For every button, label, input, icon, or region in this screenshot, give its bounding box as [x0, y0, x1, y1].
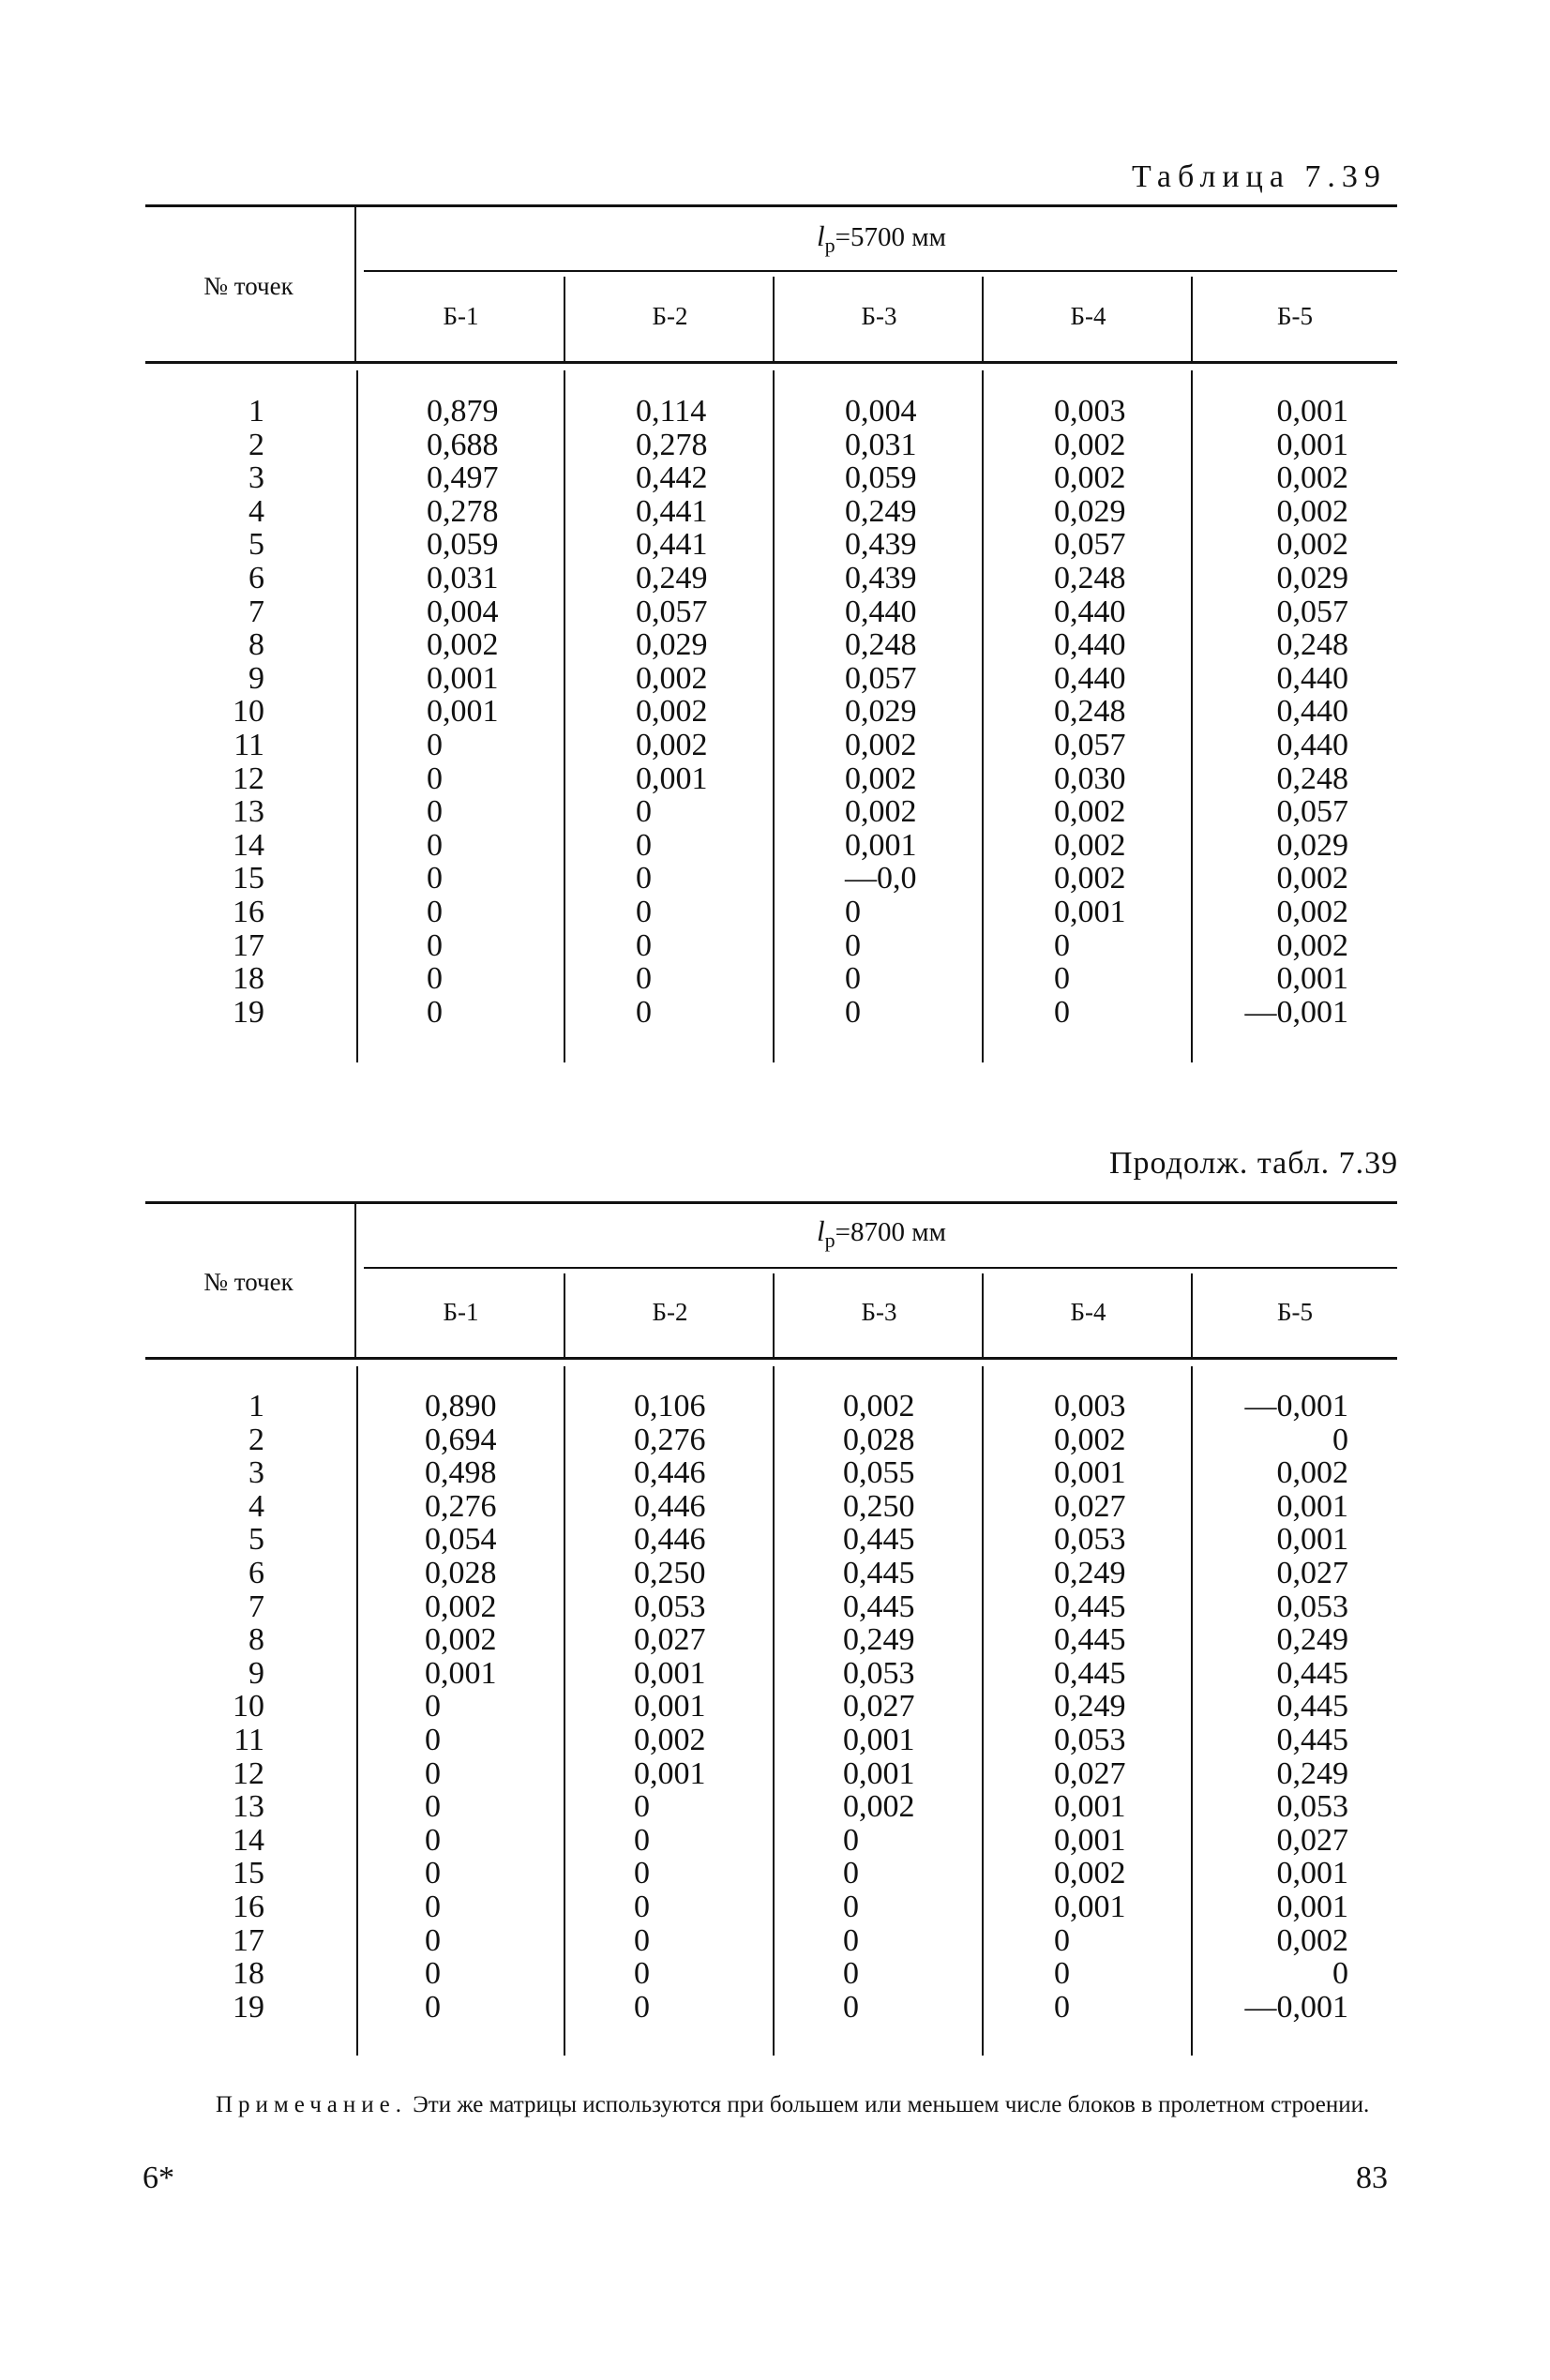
value-column-b3 [845, 395, 917, 1029]
table-cell: 0 [427, 894, 443, 929]
table-cell: 0,002 [1276, 927, 1348, 963]
value-column-b1 [427, 395, 499, 1029]
table-cell: —0,0 [845, 861, 917, 896]
table-cell: 0,248 [845, 627, 917, 663]
table-cell: 0 [636, 927, 652, 963]
table-cell: 0,002 [845, 761, 917, 796]
table-cell: 0,002 [636, 694, 708, 730]
note-text: Эти же матрицы используются при большем или меньшем числе блоков в пролетном строении. [407, 2092, 1370, 2117]
table-cell: 0,249 [1054, 1555, 1126, 1590]
body-divider [356, 370, 358, 1062]
table-cell: 0,002 [1054, 460, 1126, 496]
table-cell: 19 [233, 1989, 264, 2025]
table-cell: 0,688 [427, 427, 499, 462]
table-cell: 0,002 [1276, 460, 1348, 496]
body-divider [773, 370, 775, 1062]
table-cell: 0,027 [1276, 1822, 1348, 1858]
table-cell: 0 [843, 1822, 859, 1858]
table-cell: 0,442 [636, 460, 708, 496]
table-cell: 0,059 [845, 460, 917, 496]
table-cell: 0 [425, 1822, 441, 1858]
table-cell: 0 [636, 861, 652, 896]
table-cell: 0,001 [636, 761, 708, 796]
value-column-b3 [843, 1390, 915, 2024]
table-cell: 5 [248, 527, 264, 563]
page-number: 83 [1356, 2161, 1388, 2195]
table-caption: Продолж. табл. 7.39 [1109, 1146, 1399, 1181]
table-cell: 0,029 [845, 694, 917, 730]
span-header-var: l [817, 219, 825, 252]
table-cell: 0,440 [845, 594, 917, 629]
span-header [366, 219, 1397, 258]
table-cell: 0,057 [1276, 794, 1348, 830]
table-cell: 0,276 [634, 1422, 706, 1457]
table-cell: 0,057 [845, 660, 917, 696]
table-cell: 8 [248, 627, 264, 663]
table-cell: 0,440 [1276, 694, 1348, 730]
table-cell: 0 [427, 761, 443, 796]
span-header-rest: =8700 мм [835, 1217, 946, 1247]
table-cell: 0,440 [1054, 627, 1126, 663]
table-cell: 0,001 [1276, 1889, 1348, 1924]
table-cell: 11 [233, 727, 264, 762]
table-cell: 0,439 [845, 560, 917, 595]
signature-mark: 6* [143, 2161, 174, 2195]
header-rule [145, 1357, 1397, 1360]
table-cell: 0,002 [1276, 1455, 1348, 1491]
table-caption: Таблица 7.39 [1132, 159, 1387, 194]
table-cell: 0,440 [1054, 594, 1126, 629]
table-cell: 17 [233, 927, 264, 963]
table-cell: 0,059 [427, 527, 499, 563]
table-cell: 0 [425, 1856, 441, 1891]
table-cell: 0 [425, 1789, 441, 1825]
table-cell: 0,879 [427, 394, 499, 429]
table-cell: 0,028 [425, 1555, 497, 1590]
table-cell: 0 [843, 1989, 859, 2025]
table-cell: 0,002 [425, 1589, 497, 1624]
table-cell: 0 [634, 1889, 650, 1924]
table-cell: 0,278 [427, 493, 499, 529]
table-cell: 0 [427, 927, 443, 963]
table-cell: 0,003 [1054, 1389, 1126, 1423]
table-cell: 0 [636, 994, 652, 1030]
table-cell: 0,053 [1276, 1789, 1348, 1825]
table-cell: 0 [843, 1956, 859, 1992]
table-cell: 0,002 [1054, 427, 1126, 462]
span-header [366, 1214, 1397, 1253]
table-cell: 14 [233, 1822, 264, 1858]
table-cell: 13 [233, 794, 264, 830]
table-cell: 0,249 [1276, 1622, 1348, 1658]
table-cell: 7 [248, 594, 264, 629]
body-divider [982, 1366, 984, 2056]
table-cell: 0,445 [1276, 1689, 1348, 1725]
table-cell: 0,031 [845, 427, 917, 462]
table-cell: 0,445 [1054, 1589, 1126, 1624]
table-cell: 0,057 [1054, 727, 1126, 762]
table-cell: 0,055 [843, 1455, 915, 1491]
table-cell: 0,001 [845, 827, 917, 863]
table-cell: 0,001 [1054, 894, 1126, 929]
header-divider [354, 1201, 356, 1357]
span-header-sub: р [824, 233, 835, 257]
table-cell: 0,248 [1054, 560, 1126, 595]
table-cell: 0,276 [425, 1488, 497, 1524]
table-cell: 17 [233, 1922, 264, 1958]
column-header: Б-4 [1070, 302, 1106, 330]
points-column [188, 395, 264, 1029]
table-cell: 0 [634, 1856, 650, 1891]
column-header: Б-3 [861, 302, 897, 330]
table-cell: 0,445 [1054, 1655, 1126, 1691]
table-cell: 0,249 [1054, 1689, 1126, 1725]
table-cell: 0 [1054, 927, 1070, 963]
column-header: Б-2 [652, 1298, 688, 1326]
table-cell: 2 [248, 1422, 264, 1457]
table-cell: 0,446 [634, 1455, 706, 1491]
note-label: Примечание. [216, 2092, 408, 2117]
table-cell: 0,002 [1276, 1922, 1348, 1958]
table-cell: 0,248 [1276, 627, 1348, 663]
column-header: Б-1 [443, 302, 479, 330]
table-cell: 0,027 [634, 1622, 706, 1658]
value-column-b2 [634, 1390, 706, 2024]
table-cell: 0,001 [634, 1689, 706, 1725]
span-rule [364, 270, 1397, 272]
table-cell: 0,029 [1276, 560, 1348, 595]
table-cell: 6 [248, 560, 264, 595]
table-cell: 0 [843, 1922, 859, 1958]
table-cell: 0,028 [843, 1422, 915, 1457]
value-column-b5 [1208, 1390, 1348, 2024]
table-cell: 0,053 [1054, 1722, 1126, 1757]
table-cell: 0 [845, 994, 861, 1030]
value-column-b2 [636, 395, 708, 1029]
table-cell: 0,053 [1054, 1522, 1126, 1558]
table-cell: 0 [845, 961, 861, 997]
table-cell: 0,001 [1276, 394, 1348, 429]
table-cell: 0,445 [843, 1589, 915, 1624]
table-cell: 0,053 [634, 1589, 706, 1624]
table-cell: 0,002 [1054, 1422, 1126, 1457]
table-cell: 0,445 [1276, 1655, 1348, 1691]
corner-header: № точек [203, 1268, 293, 1296]
span-header-var: l [817, 1214, 825, 1247]
table-cell: 0,440 [1054, 660, 1126, 696]
table-cell: 9 [248, 1655, 264, 1691]
table-cell: 12 [233, 1755, 264, 1791]
table-cell: 9 [248, 660, 264, 696]
body-divider [564, 370, 565, 1062]
table-cell: 0 [427, 727, 443, 762]
table-cell: 0 [425, 1722, 441, 1757]
table-cell: 19 [233, 994, 264, 1030]
table-cell: 0,249 [845, 493, 917, 529]
table-cell: 0 [634, 1922, 650, 1958]
table-cell: 0,029 [1276, 827, 1348, 863]
table-cell: 0,031 [427, 560, 499, 595]
table-cell: 0,441 [636, 493, 708, 529]
table-cell: 0,002 [1276, 493, 1348, 529]
table-cell: 0 [634, 1989, 650, 2025]
table-cell: 0,445 [1054, 1622, 1126, 1658]
body-divider [356, 1366, 358, 2056]
table-cell: 0,054 [425, 1522, 497, 1558]
table-cell: 0,027 [1054, 1755, 1126, 1791]
table-cell: 0,053 [843, 1655, 915, 1691]
table-cell: 1 [248, 394, 264, 429]
table-cell: 0,446 [634, 1488, 706, 1524]
table-cell: 0 [427, 961, 443, 997]
table-cell: 0,002 [1054, 1856, 1126, 1891]
table-cell: 18 [233, 1956, 264, 1992]
table-cell: 0,001 [1276, 961, 1348, 997]
table-cell: 0 [634, 1822, 650, 1858]
table-cell: 0,002 [1276, 527, 1348, 563]
body-divider [773, 1366, 775, 2056]
table-cell: 10 [233, 694, 264, 730]
span-header-sub: р [824, 1228, 835, 1252]
table-cell: —0,001 [1244, 1989, 1348, 2025]
table-cell: 0,445 [843, 1555, 915, 1590]
table-cell: 0,890 [425, 1389, 497, 1423]
table-cell: 3 [248, 460, 264, 496]
table-cell: 0,002 [1054, 794, 1126, 830]
table-cell: 0,001 [1054, 1455, 1126, 1491]
table-cell: 0,002 [1054, 861, 1126, 896]
points-column [188, 1390, 264, 2024]
table-cell: 0 [427, 794, 443, 830]
body-divider [564, 1366, 565, 2056]
table-cell: 0 [1332, 1956, 1348, 1992]
span-rule [364, 1267, 1397, 1269]
table-cell: 0,278 [636, 427, 708, 462]
table-cell: 0 [636, 961, 652, 997]
table-cell: 0,441 [636, 527, 708, 563]
table-cell: 0,027 [1054, 1488, 1126, 1524]
table-cell: 0,029 [1054, 493, 1126, 529]
table-cell: 0,053 [1276, 1589, 1348, 1624]
table-cell: 0,029 [636, 627, 708, 663]
table-cell: 0,497 [427, 460, 499, 496]
table-cell: 18 [233, 961, 264, 997]
table-cell: 0,249 [1276, 1755, 1348, 1791]
table-cell: 0,001 [427, 660, 499, 696]
table-cell: 0,114 [636, 394, 707, 429]
table-cell: 0 [1054, 1989, 1070, 2025]
table-cell: 15 [233, 1856, 264, 1891]
table-cell: 4 [248, 493, 264, 529]
table-cell: 0,001 [1054, 1822, 1126, 1858]
table-cell: 0,248 [1276, 761, 1348, 796]
table-cell: 0,001 [427, 694, 499, 730]
table-cell: 0 [843, 1889, 859, 1924]
column-header: Б-3 [861, 1298, 897, 1326]
table-cell: 0,002 [843, 1389, 915, 1423]
table-cell: —0,001 [1244, 1389, 1348, 1423]
top-rule [145, 1201, 1397, 1204]
table-cell: —0,001 [1244, 994, 1348, 1030]
corner-header: № точек [203, 272, 293, 300]
table-cell: 0 [843, 1856, 859, 1891]
column-header: Б-5 [1277, 302, 1313, 330]
body-divider [1191, 1366, 1193, 2056]
table-cell: 0 [636, 794, 652, 830]
table-cell: 0,001 [1276, 1856, 1348, 1891]
table-cell: 10 [233, 1689, 264, 1725]
table-cell: 0,001 [1054, 1789, 1126, 1825]
column-header: Б-2 [652, 302, 688, 330]
table-cell: 12 [233, 761, 264, 796]
table-cell: 0,001 [843, 1722, 915, 1757]
table-cell: 0,694 [425, 1422, 497, 1457]
table-cell: 0,002 [845, 727, 917, 762]
column-header: Б-1 [443, 1298, 479, 1326]
value-column-b4 [1054, 395, 1126, 1029]
table-cell: 0,002 [427, 627, 499, 663]
table-cell: 0 [1332, 1422, 1348, 1457]
table-cell: 0,001 [1276, 1522, 1348, 1558]
table-cell: 0,001 [1276, 1488, 1348, 1524]
table-cell: 1 [248, 1389, 264, 1423]
table-cell: 0,002 [1054, 827, 1126, 863]
table-cell: 0,003 [1054, 394, 1126, 429]
table-cell: 13 [233, 1789, 264, 1825]
table-cell: 0,004 [845, 394, 917, 429]
span-header-rest: =5700 мм [835, 222, 946, 252]
table-cell: 0,250 [634, 1555, 706, 1590]
table-cell: 0,249 [636, 560, 708, 595]
table-cell: 0,027 [1276, 1555, 1348, 1590]
table-cell: 0,440 [1276, 660, 1348, 696]
table-cell: 0,446 [634, 1522, 706, 1558]
table-cell: 0,001 [634, 1655, 706, 1691]
table-cell: 5 [248, 1522, 264, 1558]
table-cell: 0,002 [634, 1722, 706, 1757]
table-cell: 0,250 [843, 1488, 915, 1524]
table-cell: 0 [634, 1789, 650, 1825]
column-header: Б-4 [1070, 1298, 1106, 1326]
table-cell: 0,057 [1054, 527, 1126, 563]
body-divider [1191, 370, 1193, 1062]
table-cell: 0,249 [843, 1622, 915, 1658]
table-note [216, 2090, 1399, 2119]
value-column-b5 [1208, 395, 1348, 1029]
table-cell: 14 [233, 827, 264, 863]
value-column-b1 [425, 1390, 497, 2024]
table-cell: 0,106 [634, 1389, 706, 1423]
table-cell: 0,001 [1054, 1889, 1126, 1924]
table-cell: 0,002 [845, 794, 917, 830]
table-cell: 15 [233, 861, 264, 896]
table-cell: 6 [248, 1555, 264, 1590]
table-cell: 0,498 [425, 1455, 497, 1491]
table-cell: 0,002 [1276, 894, 1348, 929]
table-cell: 0,439 [845, 527, 917, 563]
table-cell: 0 [427, 994, 443, 1030]
table-cell: 0 [1054, 994, 1070, 1030]
table-cell: 0,057 [636, 594, 708, 629]
value-column-b4 [1054, 1390, 1126, 2024]
table-cell: 0 [425, 1889, 441, 1924]
table-cell: 0 [425, 1755, 441, 1791]
table-cell: 4 [248, 1488, 264, 1524]
body-divider [982, 370, 984, 1062]
table-cell: 0,248 [1054, 694, 1126, 730]
table-cell: 2 [248, 427, 264, 462]
table-cell: 0 [636, 894, 652, 929]
column-header: Б-5 [1277, 1298, 1313, 1326]
table-cell: 0 [634, 1956, 650, 1992]
table-cell: 0,002 [425, 1622, 497, 1658]
table-cell: 16 [233, 894, 264, 929]
table-cell: 0 [425, 1956, 441, 1992]
table-cell: 0 [1054, 1922, 1070, 1958]
table-cell: 0 [425, 1989, 441, 2025]
table-cell: 7 [248, 1589, 264, 1624]
table-cell: 8 [248, 1622, 264, 1658]
table-cell: 0 [1054, 961, 1070, 997]
table-cell: 0,027 [843, 1689, 915, 1725]
header-divider [354, 204, 356, 361]
table-cell: 0 [425, 1689, 441, 1725]
table-cell: 0,001 [1276, 427, 1348, 462]
header-rule [145, 361, 1397, 364]
table-cell: 0 [427, 827, 443, 863]
table-cell: 0,004 [427, 594, 499, 629]
table-cell: 0,002 [843, 1789, 915, 1825]
table-cell: 0,002 [636, 727, 708, 762]
table-cell: 0 [636, 827, 652, 863]
table-cell: 3 [248, 1455, 264, 1491]
top-rule [145, 204, 1397, 207]
table-cell: 0 [427, 861, 443, 896]
table-cell: 0,001 [634, 1755, 706, 1791]
table-cell: 0,030 [1054, 761, 1126, 796]
table-cell: 11 [233, 1722, 264, 1757]
table-cell: 0 [845, 894, 861, 929]
table-cell: 0,002 [636, 660, 708, 696]
table-cell: 0,440 [1276, 727, 1348, 762]
table-cell: 0 [845, 927, 861, 963]
table-cell: 0,002 [1276, 861, 1348, 896]
table-cell: 0,001 [843, 1755, 915, 1791]
table-cell: 0,057 [1276, 594, 1348, 629]
table-cell: 0 [425, 1922, 441, 1958]
table-cell: 0,001 [425, 1655, 497, 1691]
table-cell: 16 [233, 1889, 264, 1924]
table-cell: 0 [1054, 1956, 1070, 1992]
table-cell: 0,445 [843, 1522, 915, 1558]
table-cell: 0,445 [1276, 1722, 1348, 1757]
